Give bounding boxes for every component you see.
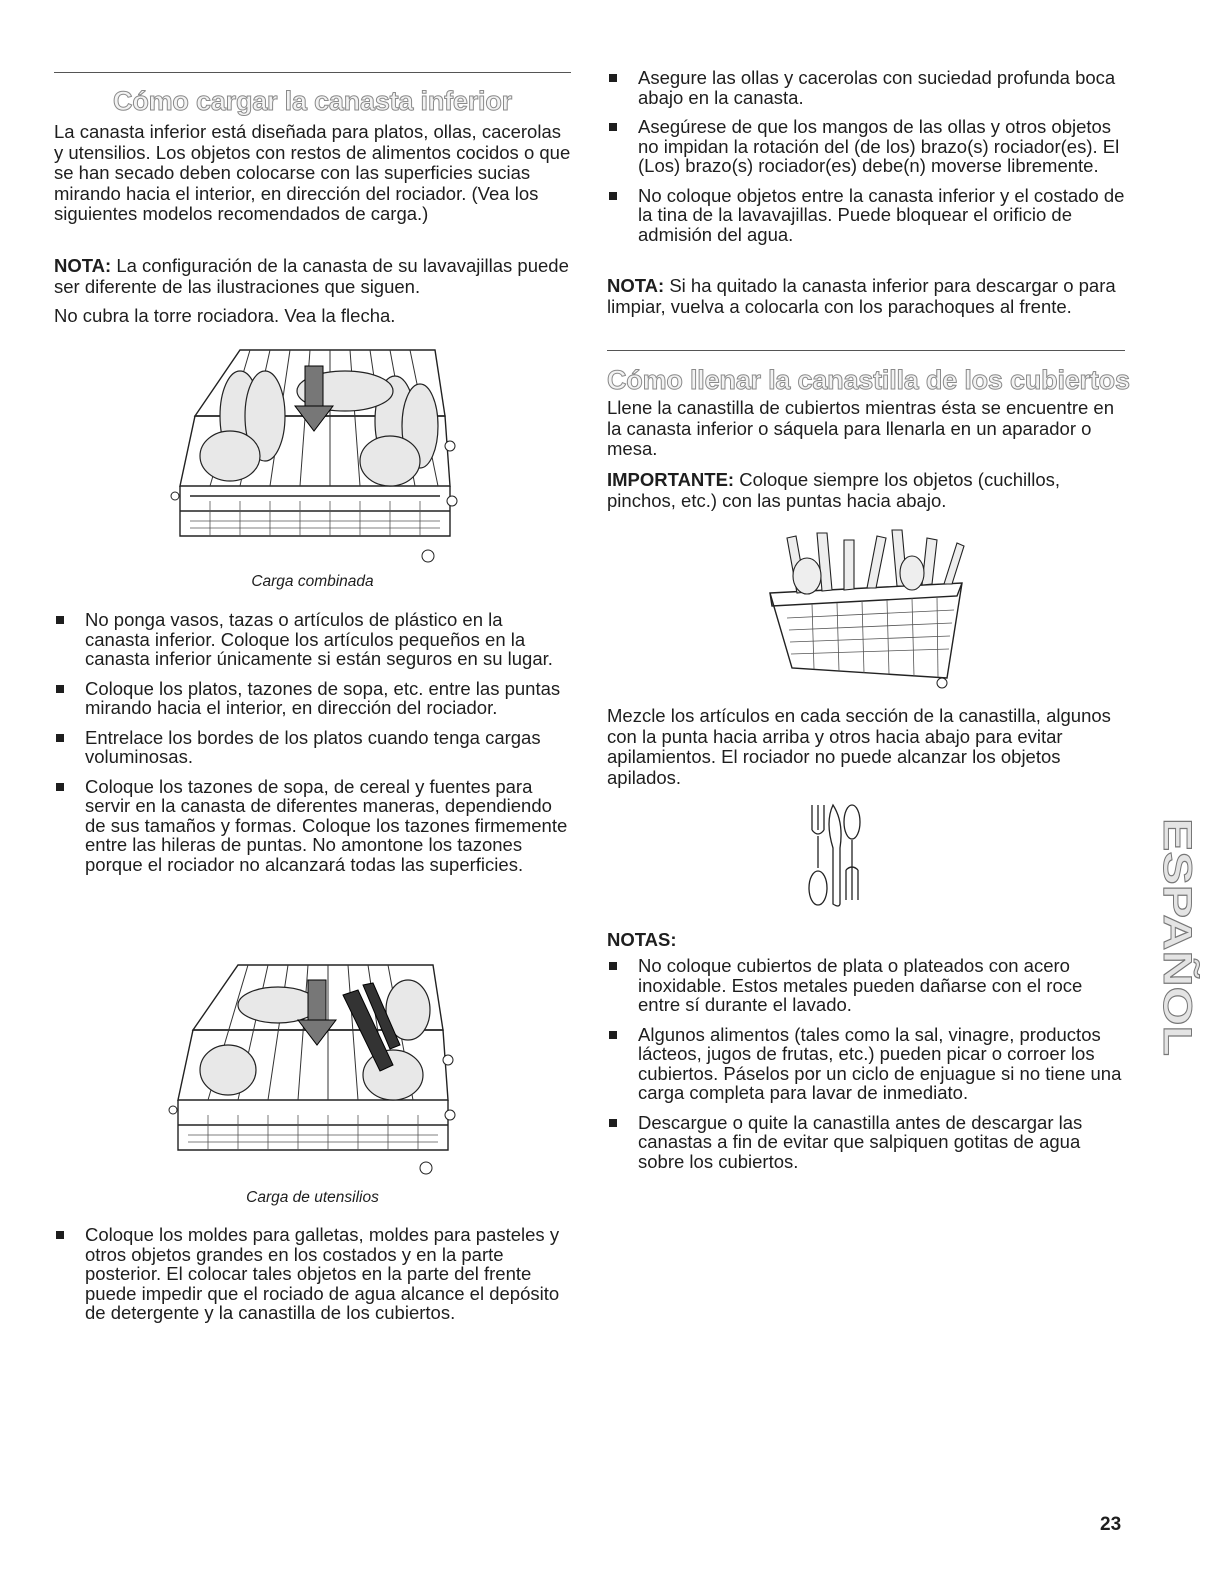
important-text: Coloque siempre los objetos (cuchillos, pinchos, etc.) con las puntas hacia abajo. — [607, 469, 1061, 511]
lower-rack-note — [54, 256, 571, 297]
notes-list — [607, 956, 1125, 1171]
left-top-rule — [54, 72, 571, 73]
language-side-tab — [1130, 815, 1199, 1060]
utensil-load-illustration — [168, 955, 453, 1180]
note-text: La configuración de la canasta de su lavavajillas puede ser diferente de las ilustraciones que siguen. — [54, 255, 569, 297]
list-item: No ponga vasos, tazas o artículos de plástico en la canasta inferior. Coloque los artículos pequeños en la canasta inferior únicamente si están seguros en su lugar. — [54, 610, 571, 669]
note-text: Si ha quitado la canasta inferior para descargar o para limpiar, vuelva a colocarla con los parachoques al frente. — [607, 275, 1116, 317]
list-item: Asegúrese de que los mangos de las ollas y otros objetos no impidan la rotación del (de los) brazo(s) rociador(es). El (Los) brazo(s) rociador(es) debe(n) moverse libremente. — [607, 117, 1125, 176]
right-section-rule — [607, 350, 1125, 351]
list-item: Coloque los tazones de sopa, de cereal y fuentes para servir en la canasta de diferentes maneras, dependiendo de sus tamaños y formas. Coloque los tazones firmemente entre las hileras de puntas. No amontone los tazones porque el rociador no alcanzará todas las superficies. — [54, 777, 571, 875]
list-item: Asegure las ollas y cacerolas con suciedad profunda boca abajo en la canasta. — [607, 68, 1125, 107]
utensils-orientation-illustration — [800, 800, 870, 910]
list-item: No coloque objetos entre la canasta inferior y el costado de la tina de la lavavajillas. Puede bloquear el orificio de admisión del agua. — [607, 186, 1125, 245]
mix-items-text: Mezcle los artículos en cada sección de la canastilla, algunos con la punta hacia arriba y otros hacia abajo para evitar apilamientos. El rociador no puede alcanzar los objetos apilados. — [607, 705, 1111, 788]
lower-rack-intro: La canasta inferior está diseñada para platos, ollas, cacerolas y utensilios. Los objetos con restos de alimentos cocidos o que se han secado deben colocarse con las superficies sucias mirando hacia el interior, en dirección del rociador. (Vea los siguientes modelos recomendados de carga.) — [54, 121, 571, 224]
list-item: Algunos alimentos (tales como la sal, vinagre, productos lácteos, jugos de frutas, etc.) pueden picar o corroer los cubiertos. Páselos por un ciclo de enjuague si no tiene una carga completa para lavar de inmediato. — [607, 1025, 1125, 1103]
figure1-caption: Carga combinada — [251, 573, 374, 590]
important-note — [607, 470, 1125, 511]
section-heading-lower-rack: Cómo cargar la canasta inferior — [113, 86, 512, 116]
list-item: Descargue o quite la canastilla antes de descargar las canastas a fin de evitar que salpiquen gotitas de agua sobre los cubiertos. — [607, 1113, 1125, 1172]
important-label: IMPORTANTE: — [607, 469, 735, 490]
note-label: NOTA: — [54, 255, 112, 276]
section-heading-silverware-basket: Cómo llenar la canastilla de los cubiertos — [607, 365, 1130, 395]
spray-tower-text: No cubra la torre rociadora. Vea la flecha. — [54, 305, 396, 326]
list-item: Coloque los moldes para galletas, moldes para pasteles y otros objetos grandes en los costados y en la parte posterior. El colocar tales objetos en la parte del frente puede impedir que el rociado de agua alcance el depósito de detergente y la canastilla de los cubiertos. — [54, 1225, 571, 1323]
silverware-basket-illustration — [762, 528, 972, 693]
figure2-caption: Carga de utensilios — [246, 1189, 379, 1206]
lower-rack-bullets-right — [607, 68, 1125, 244]
list-item: No coloque cubiertos de plata o plateados con acero inoxidable. Estos metales pueden dañarse con el roce entre sí durante el lavado. — [607, 956, 1125, 1015]
language-tab-label: ESPAÑOL — [1155, 818, 1199, 1009]
lower-rack-bullets-1 — [54, 610, 571, 874]
list-item: Coloque los platos, tazones de sopa, etc. entre las puntas mirando hacia el interior, en dirección del rociador. — [54, 679, 571, 718]
list-item: Entrelace los bordes de los platos cuando tenga cargas voluminosas. — [54, 728, 571, 767]
note-label: NOTA: — [607, 275, 665, 296]
combined-load-illustration — [170, 336, 455, 568]
fill-basket-text: Llene la canastilla de cubiertos mientras ésta se encuentre en la canasta inferior o sáquela para llenarla en un aparador o mesa. — [607, 397, 1114, 459]
page-number: 23 — [1100, 1514, 1122, 1535]
lower-rack-bullets-2 — [54, 1225, 571, 1323]
notes-heading: NOTAS: — [607, 929, 677, 950]
lower-rack-note-right — [607, 276, 1125, 317]
